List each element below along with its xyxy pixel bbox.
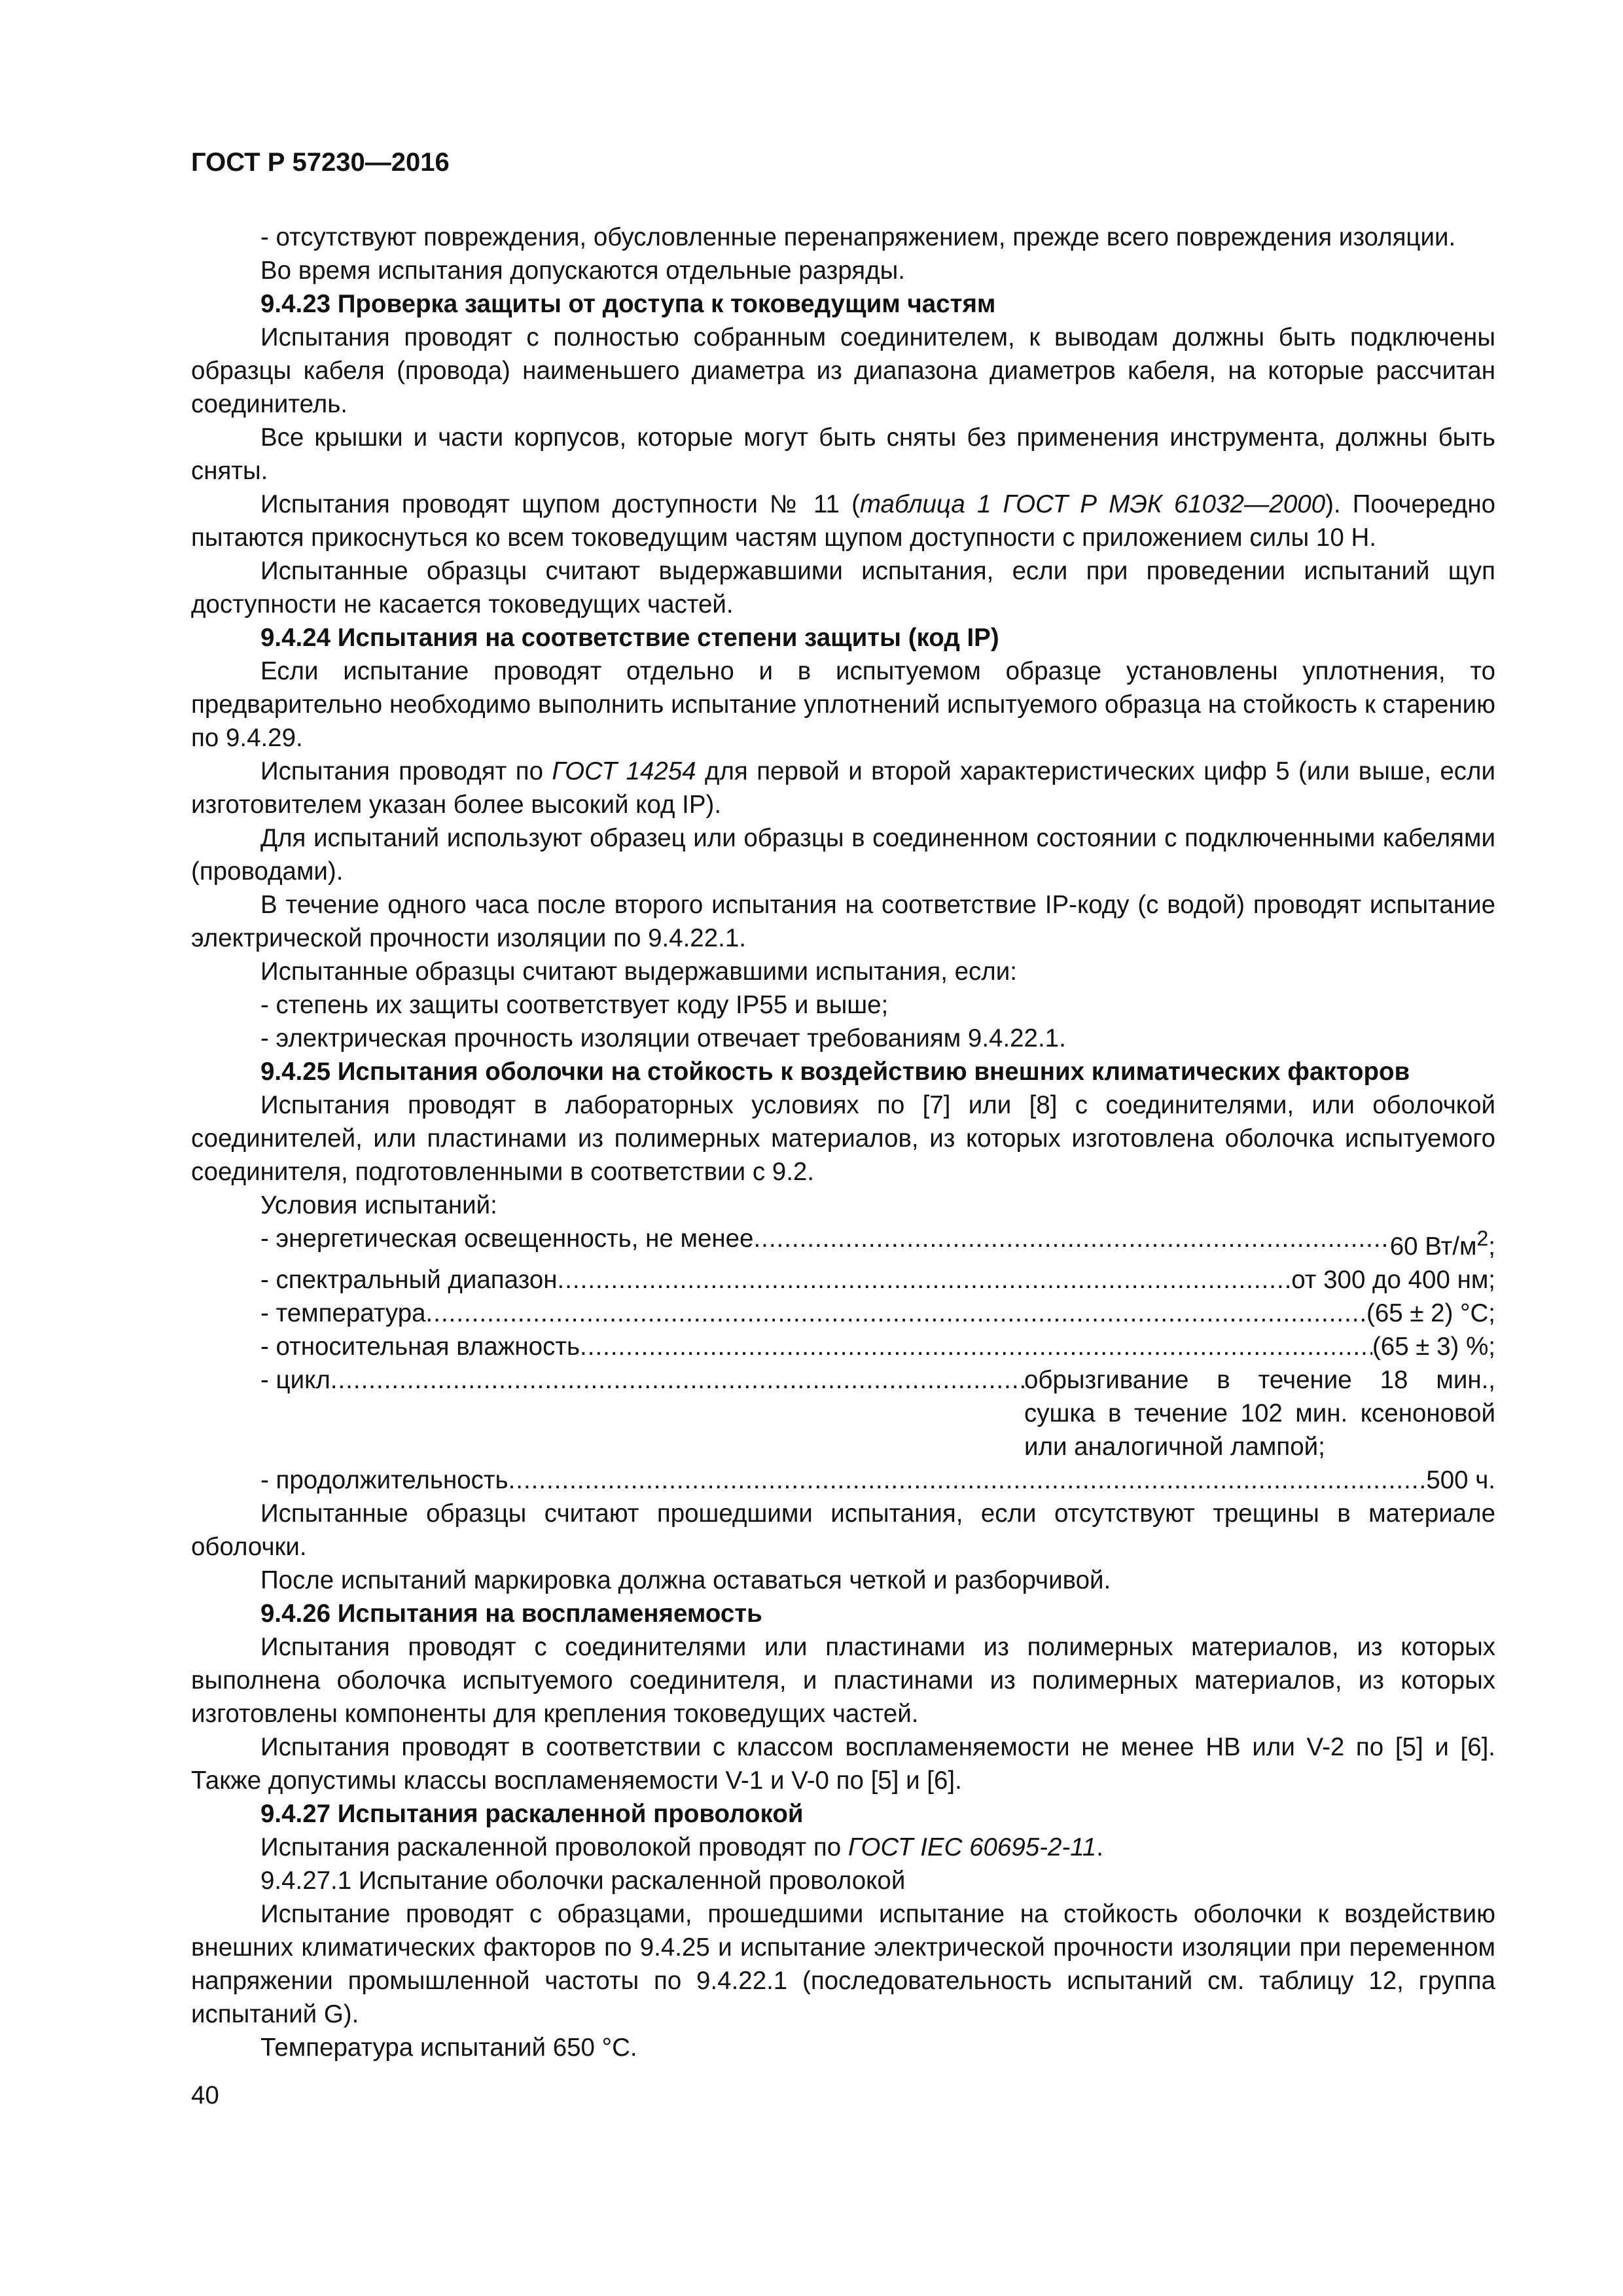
- standard-reference: таблица 1 ГОСТ Р МЭК 61032—2000: [859, 490, 1326, 518]
- section-heading-9-4-24: 9.4.24 Испытания на соответствие степени защиты (код IP): [260, 624, 999, 652]
- condition-row-irradiance: [191, 1222, 1495, 1263]
- subsection-title-9-4-27-1: 9.4.27.1 Испытание оболочки раскаленной проволокой: [260, 1866, 906, 1895]
- text-run: ). Поочередно пытаются прикоснуться ко всем токоведущим частям щупом доступности с приложением силы 10 Н.: [191, 490, 1495, 552]
- condition-label: - энергетическая освещенность, не менее: [260, 1225, 754, 1253]
- condition-value: [1390, 1222, 1495, 1263]
- document-code-header: ГОСТ Р 57230—2016: [191, 148, 450, 177]
- text-run: для первой и второй характеристических цифр 5 (или выше, если изготовителем указан более высокий код IP).: [191, 757, 1495, 819]
- leader-dots: [330, 1363, 1024, 1463]
- leader-dots: [753, 1222, 1389, 1263]
- section-heading-9-4-27: 9.4.27 Испытания раскаленной проволокой: [260, 1799, 804, 1828]
- leader-dots: [426, 1297, 1366, 1330]
- condition-value: 500 ч.: [1426, 1465, 1495, 1494]
- condition-label: - спектральный диапазон: [260, 1265, 558, 1294]
- paragraph: Температура испытаний 650 °С.: [260, 2033, 637, 2062]
- paragraph-with-reference: [191, 1831, 1495, 1864]
- standard-reference: ГОСТ IEC 60695-2-11: [847, 1833, 1097, 1861]
- paragraph: Испытание проводят с образцами, прошедшими испытание на стойкость оболочки к воздействию внешних климатических факторов по 9.4.25 и испытание электрической прочности изоляции при переменном напряжении промышленной частоты по 9.4.22.1 (последовательность испытаний см. таблицу 12, группа испытаний G).: [191, 1899, 1495, 2028]
- leader-dots: [580, 1330, 1372, 1363]
- paragraph: Испытанные образцы считают выдержавшими испытания, если:: [260, 958, 1017, 986]
- condition-row-humidity: [191, 1330, 1495, 1363]
- paragraph: Испытанные образцы считают прошедшими испытания, если отсутствуют трещины в материале оболочки.: [191, 1499, 1495, 1561]
- paragraph: В течение одного часа после второго испытания на соответствие IP-коду (с водой) проводят испытание электрической прочности изоляции по 9.4.22.1.: [191, 891, 1495, 952]
- cycle-description: [1024, 1363, 1495, 1463]
- page-number: 40: [191, 2081, 219, 2109]
- condition-value: (65 ± 2) °С;: [1366, 1299, 1495, 1327]
- paragraph: Во время испытания допускаются отдельные разряды.: [260, 257, 905, 285]
- condition-value: от 300 до 400 нм;: [1291, 1265, 1495, 1294]
- paragraph: Испытания проводят в лабораторных условиях по [7] или [8] с соединителями, или оболочкой соединителей, или пластинами из полимерных материалов, из которых изготовлена оболочка испытуемого соединителя, подготовленными в соответствии с 9.2.: [191, 1091, 1495, 1186]
- text-run: Испытания проводят щупом доступности № 11 (: [260, 490, 860, 518]
- paragraph: Испытанные образцы считают выдержавшими испытания, если при проведении испытаний щуп доступности не касается токоведущих частей.: [191, 557, 1495, 619]
- text-run: Испытания раскаленной проволокой проводят по: [260, 1833, 848, 1861]
- leader-dots: [558, 1263, 1292, 1297]
- cycle-line: или аналогичной лампой;: [1024, 1432, 1325, 1461]
- cycle-line: обрызгивание в течение 18 мин.,: [1024, 1365, 1495, 1394]
- condition-label: - температура: [260, 1299, 426, 1327]
- paragraph: Испытания проводят с полностью собранным соединителем, к выводам должны быть подключены образцы кабеля (провода) наименьшего диаметра из диапазона диаметров кабеля, на которые рассчитан соединитель.: [191, 323, 1495, 418]
- list-item: - электрическая прочность изоляции отвечает требованиям 9.4.22.1.: [260, 1024, 1066, 1052]
- paragraph: Для испытаний используют образец или образцы в соединенном состоянии с подключенными кабелями (проводами).: [191, 824, 1495, 886]
- condition-label: - цикл: [260, 1365, 330, 1394]
- paragraph: Условия испытаний:: [260, 1191, 497, 1219]
- list-item: - степень их защиты соответствует коду IP55 и выше;: [260, 991, 889, 1019]
- section-heading-9-4-25: 9.4.25 Испытания оболочки на стойкость к воздействию внешних климатических факторов: [260, 1058, 1410, 1086]
- value-text: 60 Вт/м: [1389, 1232, 1477, 1261]
- text-run: Испытания проводят по: [260, 757, 552, 785]
- document-body: [191, 221, 1495, 2064]
- paragraph-with-reference: [191, 488, 1495, 554]
- condition-row-temperature: [191, 1297, 1495, 1330]
- section-heading-9-4-23: 9.4.23 Проверка защиты от доступа к токоведущим частям: [260, 290, 996, 318]
- value-tail: ;: [1488, 1232, 1495, 1261]
- condition-label: - продолжительность: [260, 1465, 508, 1494]
- paragraph: Если испытание проводят отдельно и в испытуемом образце установлены уплотнения, то предварительно необходимо выполнить испытание уплотнений испытуемого образца на стойкость к старению по 9.4.29.: [191, 657, 1495, 752]
- section-heading-9-4-26: 9.4.26 Испытания на воспламеняемость: [260, 1599, 762, 1628]
- condition-row-spectral-range: [191, 1263, 1495, 1297]
- condition-row-cycle: [191, 1363, 1495, 1463]
- condition-value: (65 ± 3) %;: [1372, 1332, 1495, 1361]
- superscript: 2: [1476, 1227, 1489, 1250]
- paragraph-with-reference: [191, 755, 1495, 821]
- condition-row-duration: [191, 1463, 1495, 1497]
- condition-label: - относительная влажность: [260, 1332, 580, 1361]
- standard-reference: ГОСТ 14254: [552, 757, 696, 785]
- cycle-line: сушка в течение 102 мин. ксеноновой: [1024, 1399, 1495, 1427]
- text-run: .: [1096, 1833, 1103, 1861]
- paragraph: Испытания проводят с соединителями или пластинами из полимерных материалов, из которых выполнена оболочка испытуемого соединителя, и пластинами из полимерных материалов, из которых изготовлены компоненты для крепления токоведущих частей.: [191, 1632, 1495, 1728]
- paragraph: - отсутствуют повреждения, обусловленные перенапряжением, прежде всего повреждения изоляции.: [260, 223, 1456, 251]
- paragraph: Испытания проводят в соответствии с классом воспламеняемости не менее НВ или V-2 по [5] и [6]. Также допустимы классы воспламеняемости V-1 и V-0 по [5] и [6].: [191, 1732, 1495, 1795]
- leader-dots: [508, 1463, 1427, 1497]
- paragraph: После испытаний маркировка должна оставаться четкой и разборчивой.: [260, 1566, 1111, 1594]
- paragraph: Все крышки и части корпусов, которые могут быть сняты без применения инструмента, должны быть сняты.: [191, 423, 1495, 485]
